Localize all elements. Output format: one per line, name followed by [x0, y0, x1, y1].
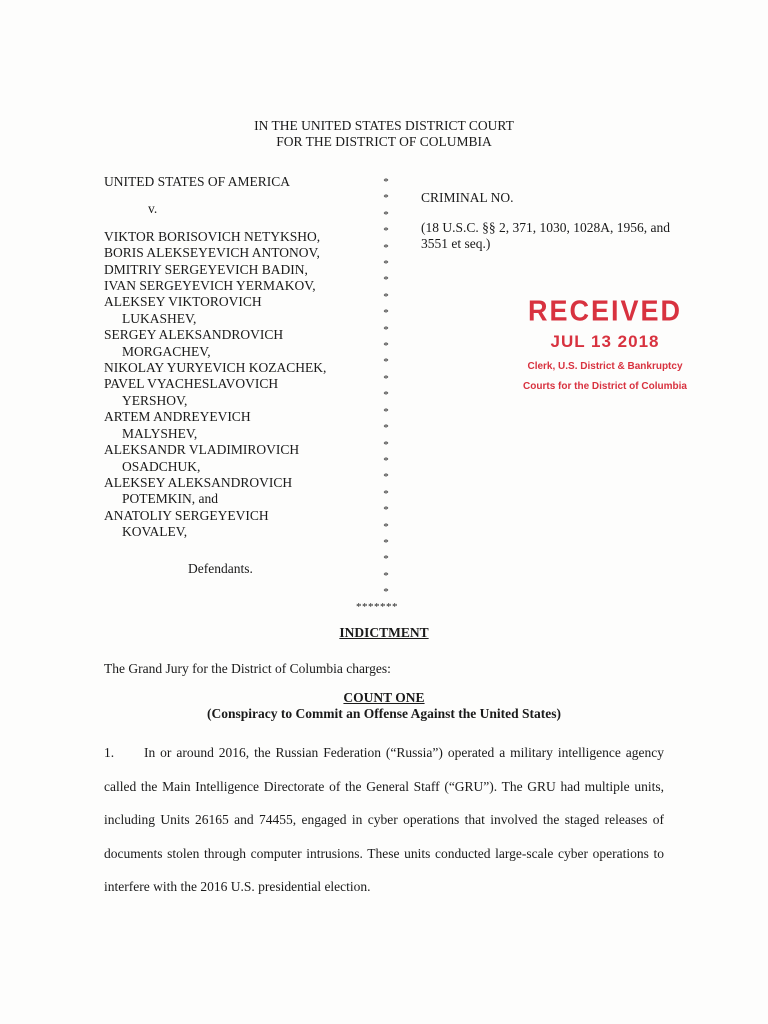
- court-district: FOR THE DISTRICT OF COLUMBIA: [276, 134, 492, 149]
- caption-star: *: [383, 569, 389, 582]
- defendant-line: ALEKSEY VIKTOROVICH: [104, 294, 262, 310]
- paragraph-1: [104, 736, 664, 904]
- caption-star: *: [383, 471, 389, 484]
- caption-star: *: [383, 389, 389, 402]
- defendant-line: VIKTOR BORISOVICH NETYKSHO,: [104, 228, 321, 244]
- defendant-line: ARTEM ANDREYEVICH: [104, 409, 251, 425]
- plaintiff: UNITED STATES OF AMERICA: [104, 174, 291, 189]
- count-one-title: COUNT ONE: [343, 690, 425, 705]
- defendant-line: SERGEY ALEKSANDROVICH: [104, 327, 284, 343]
- caption-star: *: [383, 192, 389, 205]
- count-one-subtitle: (Conspiracy to Commit an Offense Against the United States): [207, 706, 561, 721]
- paragraph-text: In or around 2016, the Russian Federation (“Russia”) operated a military intelligence agency called the Main Intelligence Directorate of the General Staff (“GRU”). The GRU had multiple units, including Units 26165 and 74455, engaged in cyber operations that involved the staged releases of documents stolen through computer intrusions. These units conducted large-scale cyber operations to interfere with the 2016 U.S. presidential election.: [104, 745, 664, 895]
- defendant-line: ALEKSEY ALEKSANDROVICH: [104, 474, 293, 490]
- caption-star: *: [383, 504, 389, 517]
- stamp-clerk-line: Clerk, U.S. District & Bankruptcy: [527, 361, 683, 372]
- caption-star: *: [383, 487, 389, 500]
- caption-star: *: [383, 340, 389, 353]
- caption-star-row: *******: [356, 601, 398, 613]
- caption-star: *: [383, 225, 389, 238]
- defendants-label: Defendants.: [188, 560, 253, 576]
- court-header: [0, 118, 768, 150]
- caption-star: *: [383, 586, 389, 599]
- caption-star: *: [383, 372, 389, 385]
- caption-star: *: [383, 422, 389, 435]
- defendant-line: MORGACHEV,: [122, 343, 211, 359]
- grand-jury-charge: The Grand Jury for the District of Columbia charges:: [104, 661, 391, 676]
- caption-star: *: [383, 274, 389, 287]
- court-name: IN THE UNITED STATES DISTRICT COURT: [254, 118, 514, 133]
- caption-star: *: [383, 241, 389, 254]
- caption-star: *: [383, 405, 389, 418]
- caption-star: *: [383, 258, 389, 271]
- case-caption-parties: [104, 174, 374, 577]
- stamp-clerk-line: Courts for the District of Columbia: [523, 381, 687, 392]
- case-caption-info: [421, 190, 671, 252]
- caption-star: *: [383, 536, 389, 549]
- stamp-received: RECEIVED: [527, 295, 683, 327]
- caption-star: *: [383, 176, 389, 188]
- caption-star: *: [383, 290, 389, 303]
- defendant-line: OSADCHUK,: [122, 458, 201, 474]
- defendant-line: MALYSHEV,: [122, 425, 198, 441]
- caption-star: *: [383, 323, 389, 336]
- caption-star: *: [383, 454, 389, 467]
- statutes: (18 U.S.C. §§ 2, 371, 1030, 1028A, 1956, and 3551 et seq.): [421, 220, 670, 251]
- versus: v.: [148, 201, 158, 217]
- criminal-number: CRIMINAL NO.: [421, 190, 514, 205]
- defendant-line: KOVALEV,: [122, 524, 188, 540]
- caption-star: *: [383, 356, 389, 369]
- defendant-line: YERSHOV,: [122, 392, 188, 408]
- defendant-line: ANATOLIY SERGEYEVICH: [104, 507, 269, 523]
- stamp-date: JUL 13 2018: [550, 332, 660, 351]
- paragraph-number: 1.: [104, 745, 115, 760]
- defendant-line: PAVEL VYACHESLAVOVICH: [104, 376, 279, 392]
- caption-star: *: [383, 307, 389, 320]
- caption-star: *: [383, 438, 389, 451]
- defendant-line: IVAN SERGEYEVICH YERMAKOV,: [104, 278, 316, 294]
- defendant-line: ALEKSANDR VLADIMIROVICH: [104, 442, 300, 458]
- caption-star: *: [383, 553, 389, 566]
- defendant-line: BORIS ALEKSEYEVICH ANTONOV,: [104, 245, 320, 261]
- caption-star: *: [383, 520, 389, 533]
- caption-star: *: [383, 208, 389, 221]
- received-stamp: [510, 296, 700, 392]
- defendant-line: DMITRIY SERGEYEVICH BADIN,: [104, 261, 308, 277]
- defendant-line: NIKOLAY YURYEVICH KOZACHEK,: [104, 360, 327, 376]
- caption-star-divider: [380, 174, 392, 601]
- defendant-line: POTEMKIN, and: [122, 491, 218, 507]
- indictment-title: INDICTMENT: [339, 625, 429, 640]
- defendant-line: LUKASHEV,: [122, 310, 197, 326]
